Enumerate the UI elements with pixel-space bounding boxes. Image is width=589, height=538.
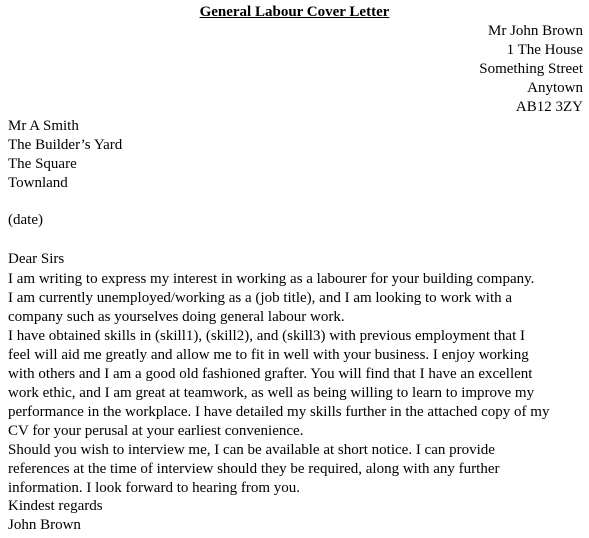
body-line: feel will aid me greatly and allow me to fit in well with your business. I enjoy working	[8, 347, 529, 363]
greeting-text: Dear Sirs	[8, 251, 65, 267]
valediction: Kindest regards	[8, 498, 103, 514]
body-line: company such as yourselves doing general labour work.	[8, 309, 345, 325]
recipient-name: Mr A Smith	[8, 118, 79, 134]
sender-name: Mr John Brown	[487, 23, 583, 39]
letter-date	[8, 211, 43, 230]
recipient-address-line: The Builder’s Yard	[8, 137, 123, 153]
body-line: with others and I am a good old fashioned grafter. You will find that I have an excellent	[8, 366, 533, 382]
sender-postcode: AB12 3ZY	[515, 99, 583, 115]
salutation	[8, 250, 64, 269]
recipient-address	[8, 117, 122, 193]
letter-body	[8, 270, 549, 498]
body-line: I have obtained skills in (skill1), (skill2), and (skill3) with previous employment that I	[8, 328, 526, 344]
recipient-address-line: The Square	[8, 156, 77, 172]
body-line: Should you wish to interview me, I can be available at short notice. I can provide	[8, 442, 495, 458]
date-placeholder: (date)	[8, 212, 43, 228]
sender-town: Anytown	[527, 80, 583, 96]
recipient-town: Townland	[8, 175, 68, 191]
letter-closing	[8, 497, 103, 535]
signature-name: John Brown	[8, 517, 81, 533]
body-line: I am currently unemployed/working as a (job title), and I am looking to work with a	[8, 290, 513, 306]
body-line: CV for your perusal at your earliest convenience.	[8, 423, 304, 439]
sender-address	[479, 22, 583, 117]
sender-address-line: 1 The House	[506, 42, 583, 58]
body-line: I am writing to express my interest in working as a labourer for your building company.	[8, 271, 535, 287]
body-line: performance in the workplace. I have detailed my skills further in the attached copy of my	[8, 404, 550, 420]
body-line: information. I look forward to hearing from you.	[8, 480, 301, 496]
body-line: references at the time of interview should they be required, along with any further	[8, 461, 500, 477]
sender-address-line: Something Street	[479, 61, 583, 77]
body-line: work ethic, and I am great at teamwork, as well as being willing to learn to improve my	[8, 385, 535, 401]
letter-title: General Labour Cover Letter	[199, 4, 390, 20]
